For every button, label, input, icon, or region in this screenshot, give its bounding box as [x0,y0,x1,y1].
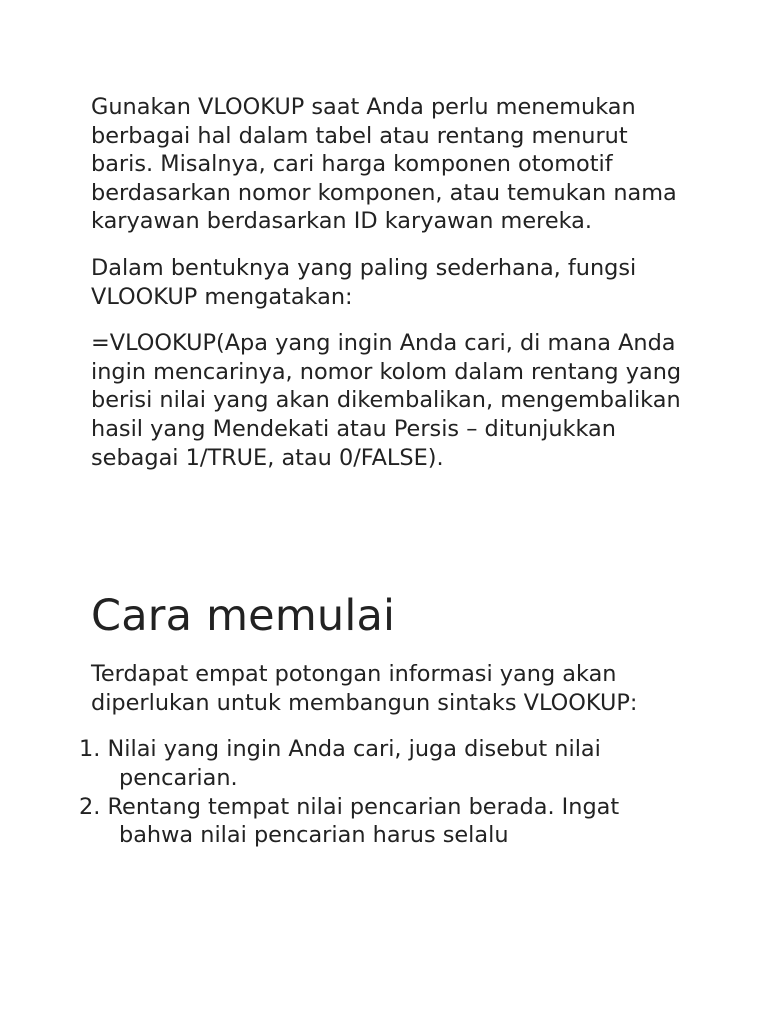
list-item-text: Nilai yang ingin Anda cari, juga disebut nilai pencarian. [107,736,601,791]
section-heading: Cara memulai [91,591,396,642]
list-item-number: 1. [79,736,101,763]
document-page [79,93,691,850]
list-item-text: Rentang tempat nilai pencarian berada. Ingat bahwa nilai pencarian harus selalu [107,793,620,849]
paragraph-vlookup-usage: Gunakan VLOOKUP saat Anda perlu menemukan berbagai hal dalam tabel atau rentang menurut baris. Misalnya, cari harga komponen otomotif berdasarkan nomor komponen, atau temukan nama karyawan berdasarkan ID karyawan mereka. [91,94,677,235]
paragraph-vlookup-syntax: =VLOOKUP(Apa yang ingin Anda cari, di mana Anda ingin mencarinya, nomor kolom dalam rentang yang berisi nilai yang akan dikembalikan, mengembalikan hasil yang Mendekati atau Persis – ditunjukkan sebagai 1/TRUE, atau 0/FALSE). [91,330,682,471]
list-item [79,735,691,792]
section-intro: Terdapat empat potongan informasi yang akan diperlukan untuk membangun sintaks VLOOKUP: [91,661,638,716]
steps-list [79,735,691,849]
paragraph-simplest-form: Dalam bentuknya yang paling sederhana, fungsi VLOOKUP mengatakan: [91,254,637,310]
list-item [79,793,691,850]
list-item-number: 2. [79,793,101,820]
